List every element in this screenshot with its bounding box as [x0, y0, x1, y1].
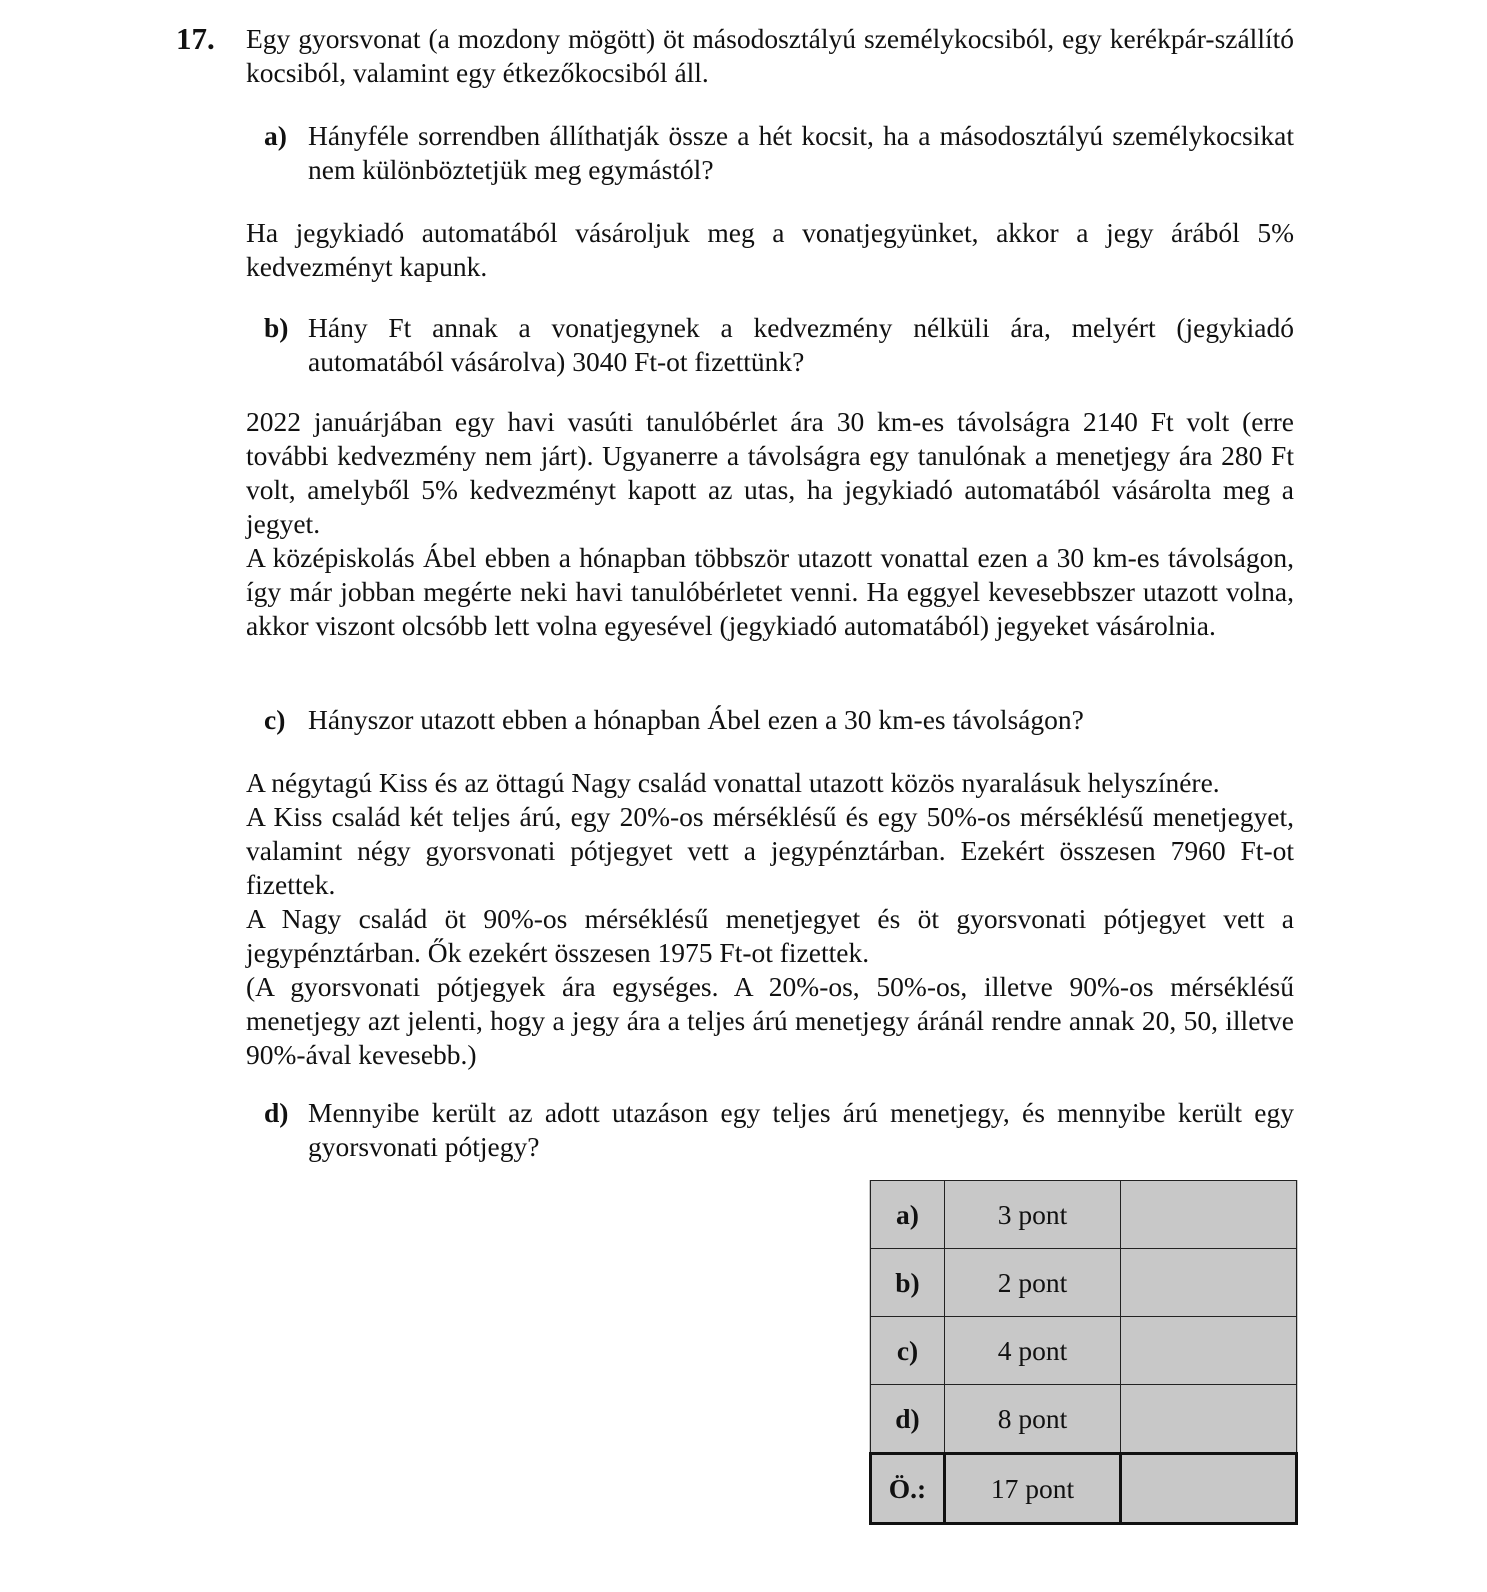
part-c-question: Hányszor utazott ebben a hónapban Ábel ezen a 30 km-es távolságon?	[308, 704, 1084, 735]
score-earned-cell	[1121, 1385, 1297, 1454]
score-max-points: 2 pont	[945, 1249, 1121, 1317]
part-c-label: c)	[264, 704, 286, 735]
part-b	[264, 311, 1294, 379]
part-a-label: a)	[264, 120, 287, 151]
score-earned-cell	[1121, 1181, 1297, 1249]
part-d-label: d)	[264, 1097, 289, 1128]
score-row-total	[871, 1454, 1297, 1524]
context-c-paragraph-1: 2022 januárjában egy havi vasúti tanulóbérlet ára 30 km-es távolságra 2140 Ft volt (erre további kedvezmény nem járt). Ugyanerre a távolságra egy tanulónak a menetjegy ára 280 Ft volt, amelyből 5% kedvezményt kapott az utas, ha jegykiadó automatából vásárolta meg a jegyet.	[246, 406, 1294, 539]
score-part-label: c)	[871, 1317, 945, 1385]
context-d-paragraph-1: A négytagú Kiss és az öttagú Nagy család vonattal utazott közös nyaralásuk helyszínére.	[246, 767, 1220, 798]
part-d-question: Mennyibe került az adott utazáson egy teljes árú menetjegy, és mennyibe került egy gyorsvonati pótjegy?	[308, 1097, 1294, 1162]
score-max-points: 4 pont	[945, 1317, 1121, 1385]
score-part-label: a)	[871, 1181, 945, 1249]
context-d-paragraph-2: A Kiss család két teljes árú, egy 20%-os mérséklésű és egy 50%-os mérséklésű menetjegyet, valamint négy gyorsvonati pótjegyet vett a jegypénztárban. Ezekért összesen 7960 Ft-ot fizettek.	[246, 801, 1294, 900]
score-max-points: 3 pont	[945, 1181, 1121, 1249]
part-a	[264, 119, 1294, 187]
score-total-earned-cell	[1121, 1454, 1297, 1524]
score-part-label: b)	[871, 1249, 945, 1317]
score-max-points: 8 pont	[945, 1385, 1121, 1454]
context-c-paragraph-2: A középiskolás Ábel ebben a hónapban többször utazott vonattal ezen a 30 km-es távolságon, így már jobban megérte neki havi tanulóbérletet venni. Ha eggyel kevesebbszer utazott volna, akkor viszont olcsóbb lett volna egyesével (jegykiadó automatából) jegyeket vásárolnia.	[246, 542, 1294, 641]
score-row-b	[871, 1249, 1297, 1317]
part-b-question: Hány Ft annak a vonatjegynek a kedvezmény nélküli ára, melyért (jegykiadó automatából vásárolva) 3040 Ft-ot fizettünk?	[308, 312, 1294, 377]
context-d-paragraph-4: (A gyorsvonati pótjegyek ára egységes. A 20%-os, 50%-os, illetve 90%-os mérséklésű menetjegy azt jelenti, hogy a jegy ára a teljes árú menetjegy áránál rendre annak 20, 50, illetve 90%-ával kevesebb.)	[246, 971, 1294, 1070]
context-d-paragraph-3: A Nagy család öt 90%-os mérséklésű menetjegyet és öt gyorsvonati pótjegyet vett a jegypénztárban. Ők ezekért összesen 1975 Ft-ot fizettek.	[246, 903, 1294, 968]
score-earned-cell	[1121, 1317, 1297, 1385]
score-part-label: d)	[871, 1385, 945, 1454]
score-earned-cell	[1121, 1249, 1297, 1317]
score-total-points: 17 pont	[945, 1454, 1121, 1524]
context-d	[246, 766, 1294, 1072]
part-b-label: b)	[264, 312, 289, 343]
part-c	[264, 703, 1294, 737]
part-d	[264, 1096, 1294, 1164]
score-total-label: Ö.:	[871, 1454, 945, 1524]
score-table	[869, 1180, 1298, 1525]
score-row-c	[871, 1317, 1297, 1385]
score-row-a	[871, 1181, 1297, 1249]
context-b: Ha jegykiadó automatából vásároljuk meg a vonatjegyünket, akkor a jegy árából 5% kedvezményt kapunk.	[246, 217, 1294, 282]
problem-number: 17.	[176, 21, 215, 56]
problem-intro: Egy gyorsvonat (a mozdony mögött) öt másodosztályú személykocsiból, egy kerékpár-szállító kocsiból, valamint egy étkezőkocsiból áll.	[246, 23, 1294, 88]
context-c	[246, 405, 1294, 643]
score-row-d	[871, 1385, 1297, 1454]
part-a-question: Hányféle sorrendben állíthatják össze a hét kocsit, ha a másodosztályú személykocsikat nem különböztetjük meg egymástól?	[308, 120, 1294, 185]
